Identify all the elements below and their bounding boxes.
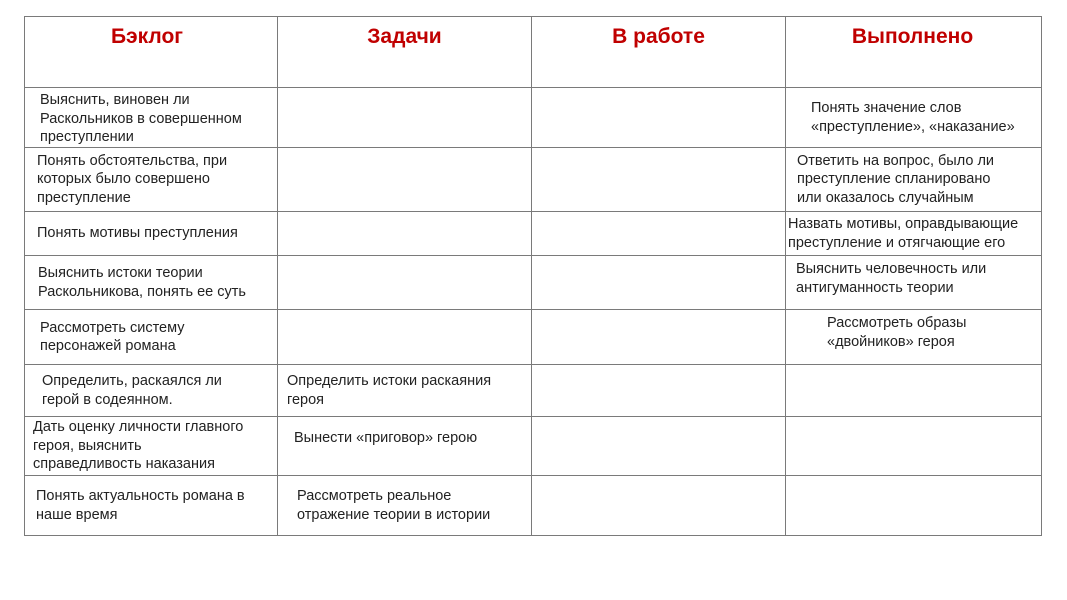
column-header-in-progress (532, 17, 786, 88)
table-row (25, 417, 1042, 476)
tasks-cell (278, 256, 532, 310)
column-title-in-progress: В работе (612, 25, 705, 48)
done-cell (786, 212, 1042, 256)
backlog-item: Понять актуальность романа в наше время (36, 488, 245, 523)
in-progress-cell (532, 88, 786, 148)
header-row (25, 17, 1042, 88)
table-row (25, 476, 1042, 536)
done-cell (786, 256, 1042, 310)
column-title-tasks: Задачи (367, 25, 442, 48)
backlog-item: Понять обстоятельства, при которых было совершено преступление (37, 152, 228, 206)
done-item: Ответить на вопрос, было ли преступление спланировано или оказалось случайным (797, 152, 995, 206)
in-progress-cell (532, 476, 786, 536)
tasks-cell (278, 365, 532, 417)
backlog-cell (25, 88, 278, 148)
tasks-cell (278, 417, 532, 476)
backlog-cell (25, 310, 278, 365)
tasks-cell (278, 476, 532, 536)
backlog-cell (25, 365, 278, 417)
in-progress-cell (532, 212, 786, 256)
in-progress-cell (532, 310, 786, 365)
table-row (25, 212, 1042, 256)
task-item: Определить истоки раскаяния героя (287, 373, 492, 408)
in-progress-cell (532, 148, 786, 212)
done-item: Назвать мотивы, оправдывающие преступление и отягчающие его (788, 216, 1019, 251)
table-row (25, 310, 1042, 365)
done-item: Выяснить человечность или антигуманность теории (796, 261, 987, 296)
done-item: Рассмотреть образы «двойников» героя (827, 315, 967, 350)
done-cell (786, 365, 1042, 417)
backlog-cell (25, 476, 278, 536)
done-cell (786, 417, 1042, 476)
backlog-item: Выяснить, виновен ли Раскольников в совершенном преступлении (40, 92, 242, 145)
task-item: Вынести «приговор» герою (294, 430, 478, 446)
done-cell (786, 476, 1042, 536)
in-progress-cell (532, 417, 786, 476)
backlog-cell (25, 417, 278, 476)
done-item: Понять значение слов «преступление», «наказание» (811, 100, 1015, 135)
column-header-done (786, 17, 1042, 88)
tasks-cell (278, 148, 532, 212)
backlog-item: Выяснить истоки теории Раскольникова, понять ее суть (38, 265, 246, 300)
done-cell (786, 310, 1042, 365)
tasks-cell (278, 212, 532, 256)
done-cell (786, 148, 1042, 212)
column-header-backlog (25, 17, 278, 88)
table-row (25, 148, 1042, 212)
column-title-done: Выполнено (851, 25, 974, 48)
backlog-cell (25, 212, 278, 256)
backlog-item: Дать оценку личности главного героя, выяснить справедливость наказания (33, 419, 244, 473)
backlog-item: Определить, раскаялся ли герой в содеянном. (42, 373, 222, 408)
tasks-cell (278, 310, 532, 365)
backlog-cell (25, 148, 278, 212)
task-item: Рассмотреть реальное отражение теории в истории (297, 488, 491, 523)
backlog-item: Понять мотивы преступления (37, 225, 238, 242)
column-header-tasks (278, 17, 532, 88)
table-row (25, 88, 1042, 148)
kanban-board-table (24, 16, 1042, 536)
backlog-cell (25, 256, 278, 310)
in-progress-cell (532, 365, 786, 417)
backlog-item: Рассмотреть систему персонажей романа (40, 319, 185, 354)
table-row (25, 256, 1042, 310)
table-row (25, 365, 1042, 417)
column-title-backlog: Бэклог (110, 25, 184, 48)
tasks-cell (278, 88, 532, 148)
in-progress-cell (532, 256, 786, 310)
done-cell (786, 88, 1042, 148)
